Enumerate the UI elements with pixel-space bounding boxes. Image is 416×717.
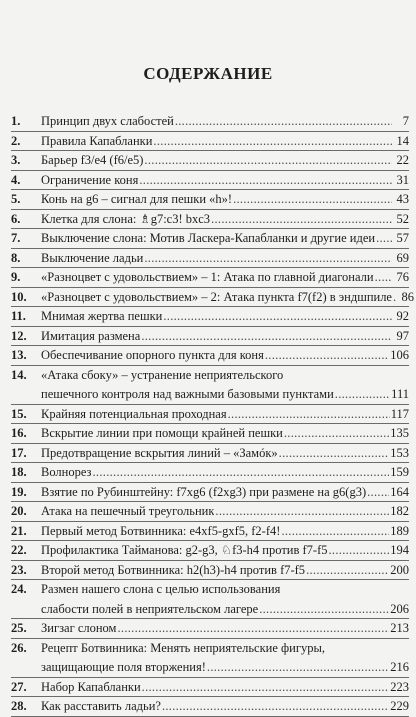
- toc-entry-line: [11, 561, 409, 581]
- toc-entry-line: [11, 346, 409, 366]
- dot-leader: [163, 307, 392, 327]
- toc-entry-title: Первый метод Ботвинника: e4xf5-gxf5, f2-f4!: [41, 523, 281, 538]
- toc-entry-number: 21.: [11, 523, 27, 538]
- toc-entry-number: 1.: [11, 114, 21, 128]
- toc-entry-title: Ограничение коня: [41, 172, 139, 187]
- toc-entry-title: «Разноцвет с удовольствием» – 2: Атака пункта f7(f2) в эндшпиле: [41, 289, 392, 304]
- toc-entry-number: 11.: [11, 309, 26, 323]
- toc-entry-line: [11, 697, 409, 717]
- toc-entry[interactable]: [11, 307, 409, 327]
- toc-entry-title: Обеспечивание опорного пункта для коня: [41, 348, 264, 362]
- toc-entry-page: 97: [396, 328, 409, 343]
- toc-entry-page: 76: [396, 270, 409, 284]
- toc-entry-page: 111: [391, 387, 409, 401]
- toc-entry-title: Имитация размена: [41, 328, 141, 343]
- toc-entry-number: 8.: [11, 250, 21, 265]
- toc-entry-title: Мнимая жертва пешки: [41, 309, 163, 323]
- dot-leader: [139, 171, 392, 191]
- toc-entry-number: 19.: [11, 484, 27, 499]
- dot-leader: [117, 619, 389, 639]
- toc-entry-title: Конь на g6 – сигнал для пешки «h»!: [41, 192, 233, 206]
- toc-entry-line: [11, 190, 409, 210]
- toc-entry-number: 27.: [11, 679, 27, 694]
- toc-entry-line: [11, 600, 409, 620]
- toc-entry-title: Предотвращение вскрытия линий – «Замóк»: [41, 445, 278, 460]
- toc-entry-number: 2.: [11, 133, 21, 148]
- toc-entry-number: 6.: [11, 211, 21, 226]
- toc-entry-line: [11, 678, 409, 698]
- toc-entry-title: Набор Капабланки: [41, 679, 141, 694]
- toc-entry-page: 86: [401, 289, 414, 304]
- toc-entry-number: 5.: [11, 192, 21, 206]
- dot-leader: [393, 288, 397, 308]
- toc-entry[interactable]: [11, 561, 409, 581]
- dot-leader: [162, 697, 389, 717]
- toc-entry[interactable]: [11, 405, 409, 425]
- toc-entry[interactable]: [11, 190, 409, 210]
- toc-entry-number: 15.: [11, 406, 27, 421]
- toc-entry-number: 25.: [11, 621, 27, 635]
- toc-entry-title: Как расставить ладьи?: [41, 699, 161, 713]
- toc-entry[interactable]: [11, 346, 409, 366]
- toc-entry[interactable]: [11, 366, 409, 405]
- toc-entry-number: 12.: [11, 328, 27, 343]
- toc-entry[interactable]: [11, 112, 409, 132]
- toc-entry-page: 43: [396, 192, 409, 206]
- toc-entry-page: 153: [390, 445, 409, 460]
- toc-entry-page: 200: [390, 562, 409, 577]
- toc-entry-line: [11, 483, 409, 503]
- toc-entry-line: [11, 658, 409, 678]
- toc-entry[interactable]: [11, 697, 409, 717]
- toc-entry-page: 117: [390, 406, 409, 421]
- dot-leader: [265, 346, 389, 366]
- toc-entry-title: Второй метод Ботвинника: h2(h3)-h4 против f7-f5: [41, 562, 306, 577]
- toc-entry[interactable]: [11, 522, 409, 542]
- toc-entry-title: Зигзаг слоном: [41, 621, 117, 635]
- dot-leader: [215, 502, 389, 522]
- toc-entry-title: Профилактика Тайманова: g2-g3, ♘f3-h4 против f7-f5: [41, 543, 328, 557]
- toc-entry-number: 18.: [11, 465, 27, 479]
- dot-leader: [141, 327, 392, 347]
- toc-entry-line: [11, 132, 409, 152]
- dot-leader: [207, 658, 389, 678]
- toc-entry-title: Выключение слона: Мотив Ласкера-Капабланки и другие идеи: [41, 231, 376, 245]
- toc-entry-title: Правила Капабланки: [41, 133, 153, 148]
- toc-entry-line: [11, 229, 409, 249]
- dot-leader: [142, 678, 390, 698]
- toc-entry-page: 213: [390, 621, 409, 635]
- dot-leader: [367, 483, 389, 503]
- toc-entry-line: [11, 463, 409, 483]
- dot-leader: [233, 190, 392, 210]
- toc-entry-line: [11, 112, 409, 132]
- toc-entry-line: [11, 210, 409, 230]
- dot-leader: [175, 112, 392, 132]
- toc-entry-title: Атака на пешечный треугольник: [41, 504, 215, 518]
- dot-leader: [153, 132, 392, 152]
- toc-entry-number: 20.: [11, 504, 27, 518]
- toc-entry-line: [11, 405, 409, 425]
- toc-entry-page: 182: [390, 504, 409, 518]
- toc-entry-page: 92: [396, 309, 409, 323]
- toc-entry-title: пешечного контроля над важными базовыми пунктами: [41, 387, 334, 401]
- toc-entry[interactable]: [11, 210, 409, 230]
- toc-entry-page: 194: [390, 543, 409, 557]
- toc-entry-number: 24.: [11, 582, 27, 596]
- toc-entry-line: [11, 385, 409, 405]
- toc-entry-page: 52: [396, 211, 409, 226]
- toc-entry-title: Принцип двух слабостей: [41, 114, 174, 128]
- toc-entry-page: 7: [402, 114, 409, 128]
- toc-entry-number: 16.: [11, 426, 27, 440]
- toc-entry-title: Размен нашего слона с целью использования: [41, 582, 281, 596]
- toc-entry-title: «Разноцвет с удовольствием» – 1: Атака по главной диагонали: [41, 270, 374, 284]
- toc-entry-number: 28.: [11, 699, 27, 713]
- toc-entry-line: [11, 580, 409, 600]
- toc-entry[interactable]: [11, 678, 409, 698]
- toc-entry-page: 135: [390, 426, 409, 440]
- toc-entry[interactable]: [11, 229, 409, 249]
- dot-leader: [306, 561, 389, 581]
- toc-entry-page: 106: [390, 348, 409, 362]
- toc-entry[interactable]: [11, 619, 409, 639]
- toc-entry-line: [11, 171, 409, 191]
- toc-entry-page: 31: [396, 172, 409, 187]
- toc-entry-number: 22.: [11, 543, 27, 557]
- dot-leader: [281, 522, 389, 542]
- dot-leader: [144, 249, 392, 269]
- dot-leader: [259, 600, 389, 620]
- toc-entry-line: [11, 268, 409, 288]
- toc-entry-page: 216: [390, 660, 409, 674]
- toc-entry[interactable]: [11, 132, 409, 152]
- toc-entry-line: [11, 366, 409, 386]
- dot-leader: [376, 229, 392, 249]
- toc-entry[interactable]: [11, 483, 409, 503]
- toc-entry-page: 206: [390, 601, 409, 616]
- toc-entry[interactable]: [11, 171, 409, 191]
- toc-entry-title: Рецепт Ботвинника: Менять неприятельские фигуры,: [41, 640, 325, 655]
- toc-entry-number: 13.: [11, 348, 27, 362]
- row-divider: [11, 716, 409, 717]
- toc-entry-line: [11, 307, 409, 327]
- toc-entry-number: 14.: [11, 367, 27, 382]
- toc-entry-number: 26.: [11, 640, 27, 655]
- toc-entry-page: 69: [396, 250, 409, 265]
- dot-leader: [335, 385, 390, 405]
- toc-entry-number: 3.: [11, 153, 21, 167]
- toc-entry-title: Выключение ладьи: [41, 250, 144, 265]
- toc-entry-line: [11, 327, 409, 347]
- toc-entry-title: Взятие по Рубинштейну: f7xg6 (f2xg3) при размене на g6(g3): [41, 484, 367, 499]
- toc-entry-line: [11, 522, 409, 542]
- toc-entry-title: «Атака сбоку» – устранение неприятельского: [41, 367, 284, 382]
- toc-entry-page: 22: [396, 153, 409, 167]
- page-title: СОДЕРЖАНИЕ: [143, 64, 273, 83]
- toc-entry-line: [11, 249, 409, 269]
- toc-entry-page: 189: [390, 523, 409, 538]
- toc-entry-number: 7.: [11, 231, 21, 245]
- toc-entry-line: [11, 288, 414, 308]
- toc-entry[interactable]: [11, 541, 409, 561]
- toc-entry-number: 17.: [11, 445, 27, 460]
- dot-leader: [375, 268, 392, 288]
- toc-entry[interactable]: [11, 639, 409, 678]
- dot-leader: [284, 424, 389, 444]
- toc-entry[interactable]: [11, 249, 409, 269]
- dot-leader: [228, 405, 390, 425]
- toc-entry[interactable]: [11, 151, 409, 171]
- toc-entry-page: 229: [390, 699, 409, 713]
- toc-entry-title: Клетка для слона: ♗g7:c3! bxc3: [41, 211, 211, 226]
- dot-leader: [144, 151, 392, 171]
- toc-entry-number: 4.: [11, 172, 21, 187]
- dot-leader: [93, 463, 390, 483]
- toc-entry-title: слабости полей в неприятельском лагере: [41, 601, 259, 616]
- dot-leader: [329, 541, 390, 561]
- toc-entry-page: 14: [396, 133, 409, 148]
- toc-entry-title: Барьер f3/e4 (f6/e5): [41, 153, 144, 167]
- toc-entry[interactable]: [11, 327, 409, 347]
- toc-entry[interactable]: [11, 444, 409, 464]
- toc-entry-number: 23.: [11, 562, 27, 577]
- toc-entry-title: Волнорез: [41, 465, 92, 479]
- toc-entry-line: [11, 444, 409, 464]
- toc-entry[interactable]: [11, 268, 409, 288]
- toc-entry[interactable]: [11, 463, 409, 483]
- toc-list: [11, 112, 414, 717]
- toc-entry-page: 57: [396, 231, 409, 245]
- toc-entry-page: 164: [390, 484, 409, 499]
- toc-entry-line: [11, 502, 409, 522]
- dot-leader: [279, 444, 390, 464]
- toc-entry-title: защищающие поля вторжения!: [41, 660, 206, 674]
- toc-entry-page: 223: [390, 679, 409, 694]
- toc-entry[interactable]: [11, 288, 414, 308]
- toc-entry-number: 10.: [11, 289, 27, 304]
- toc-entry-page: 159: [390, 465, 409, 479]
- toc-entry[interactable]: [11, 424, 409, 444]
- toc-entry-line: [11, 639, 409, 659]
- toc-entry[interactable]: [11, 502, 409, 522]
- toc-entry-title: Вскрытие линии при помощи крайней пешки: [41, 426, 283, 440]
- toc-entry-title: Крайняя потенциальная проходная: [41, 406, 227, 421]
- toc-entry-line: [11, 541, 409, 561]
- toc-entry-line: [11, 424, 409, 444]
- toc-entry[interactable]: [11, 580, 409, 619]
- toc-entry-number: 9.: [11, 270, 21, 284]
- toc-entry-line: [11, 151, 409, 171]
- toc-entry-line: [11, 619, 409, 639]
- dot-leader: [211, 210, 392, 230]
